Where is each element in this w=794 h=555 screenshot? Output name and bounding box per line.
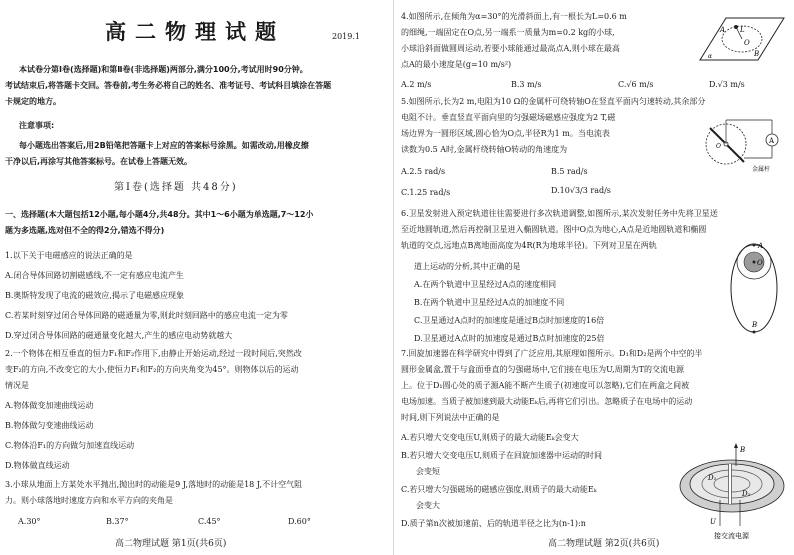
label-a: A xyxy=(758,242,764,250)
cyclotron-figure xyxy=(674,440,792,540)
question-option: C.1.25 rad/s xyxy=(401,188,451,197)
section-title: 第Ⅰ卷(选择题 共48分) xyxy=(114,182,238,193)
instructions-line: 题为多选题,选对但不全的得2分,错选不得分) xyxy=(5,226,165,235)
label-o: O xyxy=(744,39,750,47)
rotating-rod-figure xyxy=(696,118,788,174)
question-stem: 7.回旋加速器在科学研究中得到了广泛应用,其原理如图所示。D₁和D₂是两个中空的半 xyxy=(401,349,703,358)
intro-line: 卡规定的地方。 xyxy=(5,97,61,106)
question-stem: 电场加速。当质子被加速到最大动能Eₖ后,再将它们引出。忽略质子在电场中的运动 xyxy=(401,397,693,406)
intro-line: 本试卷分第Ⅰ卷(选择题)和第Ⅱ卷(非选择题)两部分,满分100分,考试用时90分钟。 xyxy=(19,65,308,74)
label-rod: 金属杆 xyxy=(752,166,771,173)
question-option: B.奥斯特发现了电流的磁效应,揭示了电磁感应现象 xyxy=(5,291,184,300)
question-stem: 电阻不计。垂直竖直平面向里的匀强磁场磁感应强度为2 T,磁 xyxy=(401,113,616,122)
question-stem: 2.一个物体在相互垂直的恒力F₁和F₂作用下,由静止开始运动,经过一段时间后,突然改 xyxy=(5,349,302,358)
question-stem: 变F₂的方向,不改变它的大小,使恒力F₁和F₂的方向夹角变为45°。则物体以后的运动 xyxy=(5,365,299,374)
notes-line: 每小题选出答案后,用2B铅笔把答题卡上对应的答案标号涂黑。如需改动,用橡皮擦 xyxy=(19,141,309,150)
question-stem: 情况是 xyxy=(5,381,29,390)
page-1 xyxy=(0,0,392,555)
question-option: C.物体沿F₁的方向做匀加速直线运动 xyxy=(5,441,135,450)
orbit-figure xyxy=(726,238,782,338)
question-option-continued: 会变大 xyxy=(416,501,440,510)
question-stem: 5.如图所示,长为2 m,电阻为10 Ω的金属杆可绕转轴O在竖直平面内匀速转动,其余部分 xyxy=(401,97,706,106)
ball xyxy=(734,25,738,29)
question-option-continued: 会变短 xyxy=(416,467,440,476)
question-option: A.30° xyxy=(18,517,41,526)
intro-line: 考试结束后,将答题卡交回。答卷前,考生务必将自己的姓名、准考证号、考试科目填涂在答题 xyxy=(5,81,332,90)
question-option: A.2 m/s xyxy=(401,80,432,89)
question-option: A.2.5 rad/s xyxy=(401,167,446,176)
question-option: B.5 rad/s xyxy=(551,167,588,176)
question-stem: 小球沿斜面做圆周运动,若要小球能通过最高点A,则小球在最高 xyxy=(401,44,620,53)
label-alpha: α xyxy=(708,53,713,60)
question-option: D.√3 m/s xyxy=(709,80,745,89)
notes-line: 干净以后,再涂写其他答案标号。在试卷上答题无效。 xyxy=(5,157,193,166)
question-stem: 点A的最小速度是(g=10 m/s²) xyxy=(401,60,512,69)
question-option: D.质子第n次被加速前、后的轨道半径之比为(n-1):n xyxy=(401,519,586,528)
question-stem: 道上运动的分析,其中正确的是 xyxy=(414,262,521,271)
label-b: B xyxy=(740,446,746,454)
label-o: O xyxy=(716,143,721,150)
question-option: D.穿过闭合导体回路的磁通量变化越大,产生的感应电动势就越大 xyxy=(5,331,233,340)
page-footer: 高二物理试题 第2页(共6页) xyxy=(548,539,660,549)
question-stem: 的细绳,一端固定在O点,另一端系一质量为m=0.2 kg的小球, xyxy=(401,28,615,37)
label-d1: D₁ xyxy=(708,474,717,482)
label-a: A xyxy=(720,26,726,34)
question-option: D.60° xyxy=(288,517,311,526)
question-stem: 6.卫星发射进入预定轨道往往需要进行多次轨道调整,如图所示,某次发射任务中先将卫星送 xyxy=(401,209,718,218)
instructions-line: 一、选择题(本大题包括12小题,每小题4分,共48分。其中1～6小题为单选题,7～12小 xyxy=(5,210,314,219)
question-option: A.物体做变加速曲线运动 xyxy=(5,401,94,410)
label-l: L xyxy=(740,26,745,34)
question-option: A.在两个轨道中卫星经过A点的速度相同 xyxy=(414,280,557,289)
question-stem: 时间,则下列说法中正确的是 xyxy=(401,413,500,422)
question-option: D.10√3/3 rad/s xyxy=(551,186,611,195)
question-option: B.物体做匀变速曲线运动 xyxy=(5,421,94,430)
question-stem: 轨道的交点,远地点B离地面高度为4R(R为地球半径)。下列对卫星在两轨 xyxy=(401,241,657,250)
incline-figure xyxy=(696,10,788,65)
label-ammeter: A xyxy=(769,137,775,145)
question-stem: 4.如图所示,在倾角为α=30°的光滑斜面上,有一根长为L=0.6 m xyxy=(401,12,627,21)
label-b: B xyxy=(754,50,760,58)
page-divider xyxy=(393,0,394,555)
question-stem: 圆形金属盒,置于与盒面垂直的匀强磁场中,它们接在电压为U,周期为T的交流电源 xyxy=(401,365,684,374)
earth-center xyxy=(753,261,756,264)
point-a xyxy=(753,244,756,247)
question-option: B.若只增大交变电压U,则质子在回旋加速器中运动的时间 xyxy=(401,451,602,460)
question-option: C.√6 m/s xyxy=(618,80,654,89)
question-stem: 场边界为一圆形区域,圆心恰为O点,半径R为1 m。当电流表 xyxy=(401,129,610,138)
question-stem: 力。则小球落地时速度方向和水平方向的夹角是 xyxy=(5,496,173,505)
question-option: B.37° xyxy=(106,517,129,526)
question-stem: 至近地圆轨道,然后再控制卫星进入椭圆轨道。图中O点为地心,A点是近地圆轨道和椭圆 xyxy=(401,225,707,234)
question-stem: 读数为0.5 A时,金属杆绕转轴O转动的角速度为 xyxy=(401,145,568,154)
question-option: D.物体做直线运动 xyxy=(5,461,70,470)
label-b: B xyxy=(752,321,758,329)
arrow-head xyxy=(734,443,738,448)
question-option: A.闭合导体回路切割磁感线,不一定有感应电流产生 xyxy=(5,271,184,280)
page-footer: 高二物理试题 第1页(共6页) xyxy=(115,539,227,549)
notes-heading: 注意事项: xyxy=(19,121,55,130)
question-option: B.在两个轨道中卫星经过A点的加速度不同 xyxy=(414,298,565,307)
question-stem: 上。位于D₁圆心处的质子源A能不断产生质子(初速度可以忽略),它们在两盒之间被 xyxy=(401,381,690,390)
question-stem: 3.小球从地面上方某处水平抛出,抛出时的动能是9 J,落地时的动能是18 J,不计空气阻 xyxy=(5,480,303,489)
question-option: C.卫星通过A点时的加速度是通过B点时加速度的16倍 xyxy=(414,316,605,325)
page-2 xyxy=(396,0,794,555)
point-b xyxy=(753,331,756,334)
question-option: C.45° xyxy=(198,517,221,526)
exam-title: 高二物理试题 xyxy=(105,20,285,44)
label-ac-source: 接交流电源 xyxy=(714,532,749,540)
label-d2: D₂ xyxy=(742,490,751,498)
question-option: A.若只增大交变电压U,则质子的最大动能Eₖ会变大 xyxy=(401,433,579,442)
question-option: C.若只增大匀强磁场的磁感应强度,则质子的最大动能Eₖ xyxy=(401,485,597,494)
label-o: O xyxy=(757,259,763,267)
label-u: U xyxy=(710,518,716,526)
question-option: C.若某时刻穿过闭合导体回路的磁通量为零,则此时刻回路中的感应电流一定为零 xyxy=(5,311,288,320)
question-option: D.卫星通过A点时的加速度是通过B点时加速度的25倍 xyxy=(414,334,605,343)
exam-date: 2019.1 xyxy=(332,32,360,41)
question-option: B.3 m/s xyxy=(511,80,542,89)
question-stem: 1.以下关于电磁感应的说法正确的是 xyxy=(5,251,133,260)
